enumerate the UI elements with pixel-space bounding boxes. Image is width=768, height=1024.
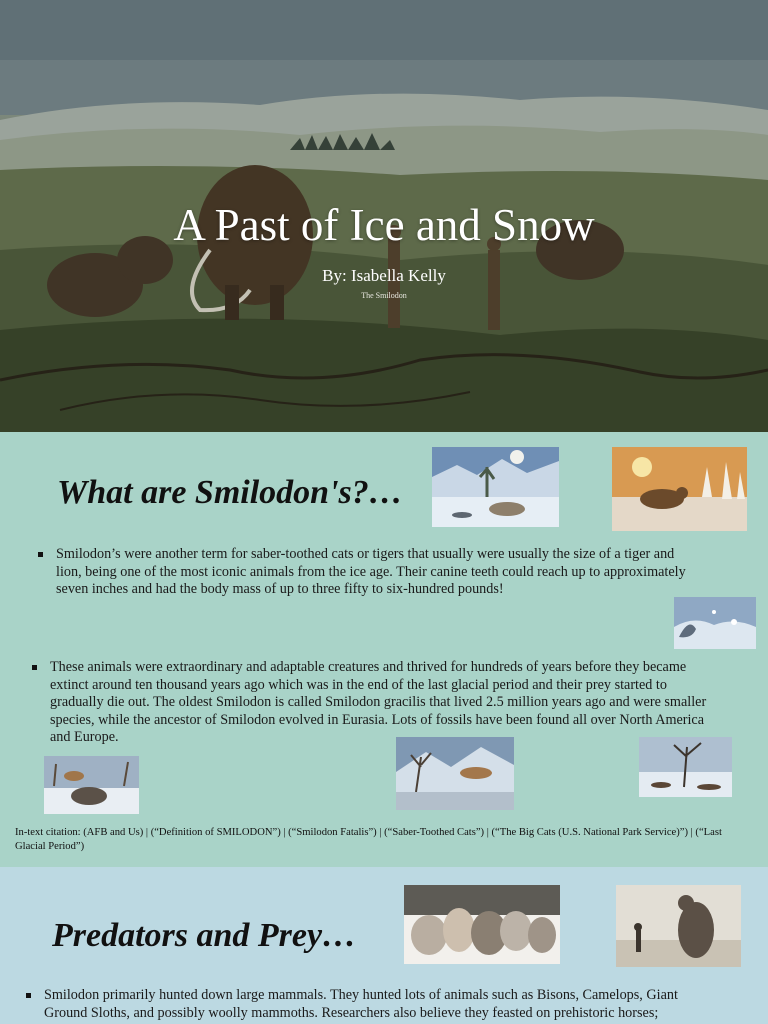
- smilodon-slide: [0, 434, 768, 864]
- slide-title: A Past of Ice and Snow: [173, 200, 595, 250]
- bullet-text: These animals were extraordinary and adaptable creatures and thrived for hundreds of years before they became extinct around ten thousand years ago which was in the end of the last glacial period and their prey started to gradually die out. The oldest Smilodon is called Smilodon gracilis that lived 2.5 million years ago and were smaller species, while the ancestor of Smilodon evolved in Eurasia. Lots of fossils have been found all over North America and Europe.: [50, 659, 707, 745]
- title-slide: [0, 0, 768, 432]
- section-heading: Predators and Prey…: [52, 917, 357, 954]
- smilodon-skeleton-picture: [44, 756, 139, 814]
- author-line: By: Isabella Kelly: [322, 266, 446, 285]
- smilodon-dead-tree-picture: [639, 737, 732, 797]
- snow-smilodon-picture: [674, 597, 756, 649]
- bison-herd-picture: [404, 885, 560, 964]
- snowy-forest-smilodon-picture: [432, 447, 559, 527]
- bullet-item: [44, 987, 724, 1022]
- section-heading: What are Smilodon's?…: [57, 474, 403, 511]
- bullet-item: [50, 659, 720, 747]
- image-caption: The Smilodon: [361, 291, 407, 300]
- bullet-item: [56, 546, 686, 599]
- sunset-smilodon-picture: [612, 447, 747, 531]
- in-text-citation: In-text citation: (AFB and Us) | (“Definition of SMILODON”) | (“Smilodon Fatalis”) | (“Saber-Toothed Cats”) | (“The Big Cats (U.S. National Park Service)”) | (“Last Glacial Period”): [15, 827, 722, 852]
- bullet-marker: [26, 993, 31, 998]
- bullet-marker: [38, 552, 43, 557]
- predators-slide: [0, 867, 768, 1024]
- bullet-text: Smilodon primarily hunted down large mammals. They hunted lots of animals such as Bisons, Camelops, Giant Ground Sloths, and possibly woolly mammoths. Researchers also believe they feasted on prehistoric horses;: [44, 987, 678, 1021]
- bullet-text: Smilodon’s were another term for saber-toothed cats or tigers that usually were usually the size of a tiger and lion, being one of the most iconic animals from the ice age. Their canine teeth could reach up to approximately seven inches and had the body mass of up to three fifty to six-hundred pounds!: [56, 546, 686, 597]
- bullet-marker: [32, 665, 37, 670]
- smilodon-rocky-snow-picture: [396, 737, 514, 810]
- giant-ground-sloth-picture: [616, 885, 741, 967]
